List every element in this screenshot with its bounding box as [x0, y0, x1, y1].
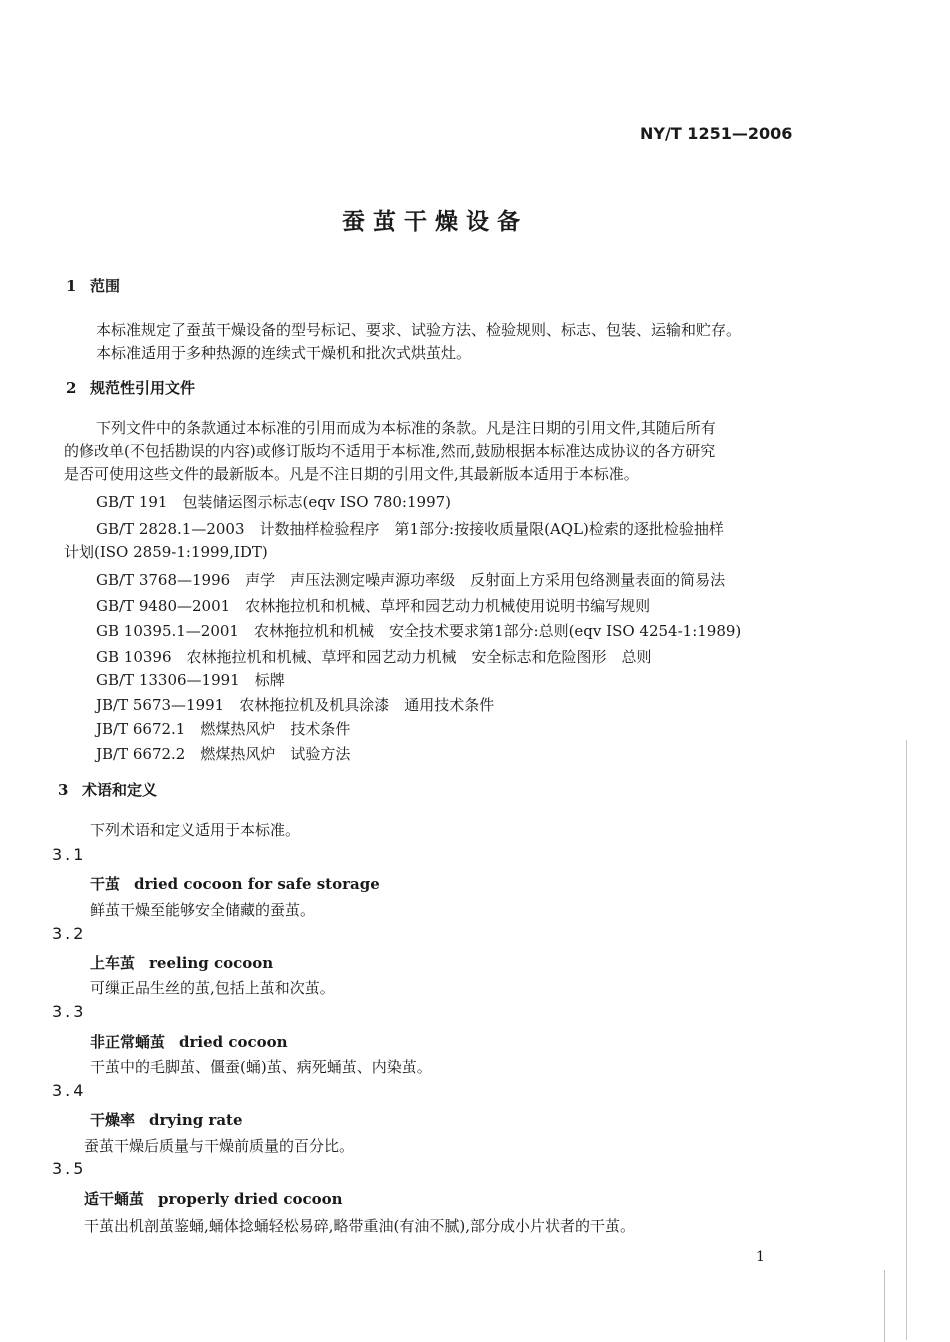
section-3-heading	[58, 779, 157, 800]
paragraph-line: 的修改单(不包括勘误的内容)或修订版均不适用于本标准,然而,鼓励根据本标准达成协议的各方研究	[64, 442, 716, 460]
section-2-heading	[66, 377, 195, 398]
paragraph-line: 下列文件中的条款通过本标准的引用而成为本标准的条款。凡是注日期的引用文件,其随后所有	[96, 419, 716, 437]
term-chinese: 干茧	[90, 875, 121, 893]
term-chinese: 非正常蛹茧	[90, 1033, 166, 1051]
section-number: 3	[58, 781, 69, 799]
reference-item: GB/T 2828.1—2003 计数抽样检验程序 第1部分:按接收质量限(AQL)检索的逐批检验抽样	[96, 520, 724, 538]
term-definition: 蚕茧干燥后质量与干燥前质量的百分比。	[84, 1137, 355, 1155]
term-title	[90, 873, 380, 894]
reference-item: GB 10396 农林拖拉机和机械、草坪和园艺动力机械 安全标志和危险图形 总则	[96, 648, 652, 666]
reference-item: GB/T 13306—1991 标牌	[96, 671, 285, 689]
paragraph-line: 是否可使用这些文件的最新版本。凡是不注日期的引用文件,其最新版本适用于本标准。	[64, 465, 639, 483]
page-number: 1	[756, 1249, 765, 1265]
reference-item: JB/T 5673—1991 农林拖拉机及机具涂漆 通用技术条件	[96, 696, 495, 714]
scan-edge-line	[906, 740, 907, 1340]
term-title	[90, 952, 273, 973]
reference-item-continued: 计划(ISO 2859-1:1999,IDT)	[64, 543, 268, 561]
term-title	[90, 1109, 243, 1130]
term-definition: 可缫正品生丝的茧,包括上茧和次茧。	[90, 979, 335, 997]
document-title: 蚕茧干燥设备	[342, 208, 528, 235]
term-definition: 干茧中的毛脚茧、僵蚕(蛹)茧、病死蛹茧、内染茧。	[90, 1058, 432, 1076]
section-number: 2	[66, 379, 77, 397]
paragraph-line: 下列术语和定义适用于本标准。	[90, 821, 301, 839]
section-1-heading	[66, 275, 120, 296]
reference-item: GB/T 3768—1996 声学 声压法测定噪声源功率级 反射面上方采用包络测量表面的简易法	[96, 571, 726, 589]
term-number: 3.5	[52, 1159, 87, 1178]
term-english: dried cocoon	[179, 1033, 288, 1051]
term-definition: 鲜茧干燥至能够安全储藏的蚕茧。	[90, 901, 316, 919]
paragraph-line: 本标准适用于多种热源的连续式干燥机和批次式烘茧灶。	[96, 344, 472, 362]
reference-item: GB/T 191 包装储运图示标志(eqv ISO 780:1997)	[96, 493, 452, 511]
section-number: 1	[66, 277, 77, 295]
term-definition: 干茧出机剖茧鉴蛹,蛹体捻蛹轻松易碎,略带重油(有油不腻),部分成小片状者的干茧。	[84, 1217, 636, 1235]
reference-item: JB/T 6672.2 燃煤热风炉 试验方法	[96, 745, 351, 763]
section-title: 术语和定义	[82, 781, 158, 799]
term-english: reeling cocoon	[149, 954, 274, 972]
reference-item: GB/T 9480—2001 农林拖拉机和机械、草坪和园艺动力机械使用说明书编写规则	[96, 597, 651, 615]
term-chinese: 上车茧	[90, 954, 136, 972]
term-chinese: 适干蛹茧	[84, 1190, 145, 1208]
term-number: 3.2	[52, 924, 87, 943]
paragraph-line: 本标准规定了蚕茧干燥设备的型号标记、要求、试验方法、检验规则、标志、包装、运输和贮存。	[96, 321, 742, 339]
standard-number: NY/T 1251—2006	[640, 124, 793, 143]
section-title: 规范性引用文件	[90, 379, 196, 397]
reference-item: JB/T 6672.1 燃煤热风炉 技术条件	[96, 720, 351, 738]
term-number: 3.3	[52, 1002, 87, 1021]
term-chinese: 干燥率	[90, 1111, 136, 1129]
section-title: 范围	[90, 277, 121, 295]
scan-edge-line	[884, 1270, 885, 1342]
term-title	[90, 1031, 288, 1052]
term-title	[84, 1188, 343, 1209]
term-english: dried cocoon for safe storage	[134, 875, 380, 893]
reference-item: GB 10395.1—2001 农林拖拉机和机械 安全技术要求第1部分:总则(eqv ISO 4254-1:1989)	[96, 622, 742, 640]
term-english: properly dried cocoon	[158, 1190, 343, 1208]
term-english: drying rate	[149, 1111, 243, 1129]
term-number: 3.4	[52, 1081, 87, 1100]
term-number: 3.1	[52, 845, 87, 864]
